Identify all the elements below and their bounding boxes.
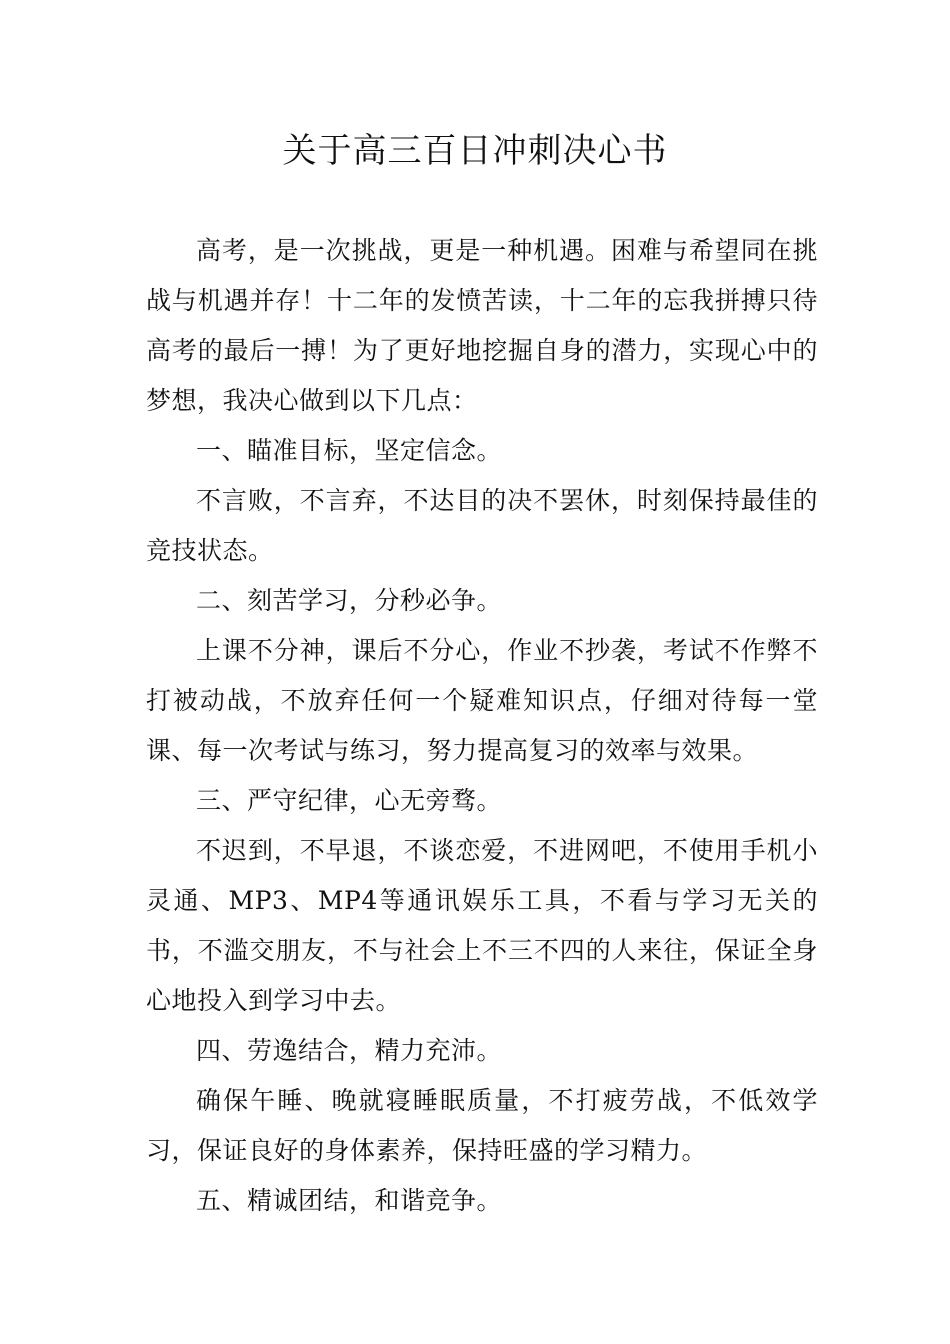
section-heading-4: 四、劳逸结合，精力充沛。 [196,1036,503,1065]
paragraph-2: 上课不分神，课后不分心，作业不抄袭，考试不作弊不打被动战，不放弃任何一个疑难知识点，仔细对待每一堂课、每一次考试与练习，努力提高复习的效率与效果。 [146,636,818,765]
paragraph-4: 确保午睡、晚就寝睡眠质量，不打疲劳战，不低效学习，保证良好的身体素养，保持旺盛的学习精力。 [146,1086,818,1165]
section-heading-1: 一、瞄准目标，坚定信念。 [196,436,503,465]
document-title: 关于高三百日冲刺决心书 [282,131,668,171]
section-heading-5: 五、精诚团结，和谐竞争。 [196,1186,503,1215]
section-heading-2: 二、刻苦学习，分秒必争。 [196,586,503,615]
paragraph-intro: 高考，是一次挑战，更是一种机遇。困难与希望同在挑战与机遇并存！十二年的发愤苦读，十二年的忘我拼搏只待高考的最后一搏！为了更好地挖掘自身的潜力，实现心中的梦想，我决心做到以下几点： [146,236,818,415]
paragraph-3: 不迟到，不早退，不谈恋爱，不进网吧，不使用手机小灵通、MP3、MP4等通讯娱乐工具，不看与学习无关的书，不滥交朋友，不与社会上不三不四的人来往，保证全身心地投入到学习中去。 [146,836,818,1015]
section-heading-3: 三、严守纪律，心无旁骛。 [196,786,503,815]
document-body [146,226,818,1226]
paragraph-1: 不言败，不言弃，不达目的决不罢休，时刻保持最佳的竞技状态。 [146,486,818,565]
